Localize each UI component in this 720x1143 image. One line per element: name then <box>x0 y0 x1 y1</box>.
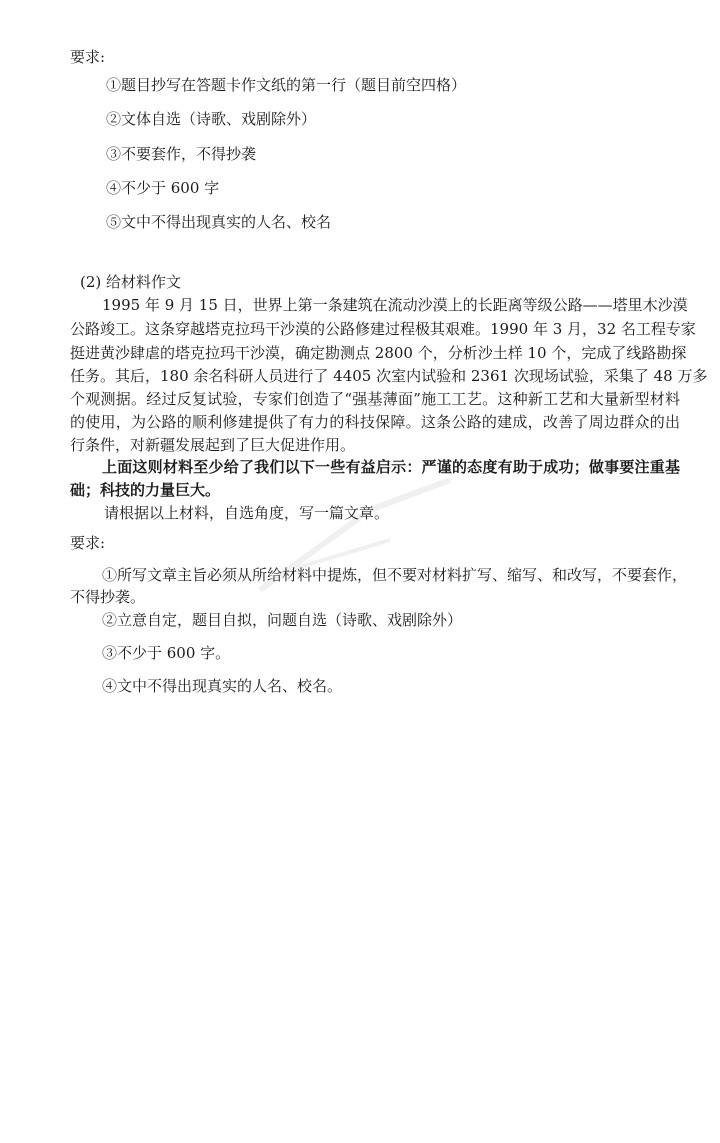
section1-item-1: ①题目抄写在答题卡作文纸的第一行（题目前空四格） <box>106 76 467 94</box>
writing-instruction: 请根据以上材料，自选角度，写一篇文章。 <box>104 504 390 522</box>
hint-line-1: 上面这则材料至少给了我们以下一些有益启示：严谨的态度有助于成功；做事要注重基 <box>102 458 680 476</box>
hint-line-2: 础；科技的力量巨大。 <box>70 481 221 499</box>
section2-title: (2) 给材料作文 <box>80 273 182 291</box>
section2-req-item-2: ②立意自定，题目自拟，问题自选（诗歌、戏剧除外） <box>102 611 463 629</box>
section1-item-2: ②文体自选（诗歌、戏剧除外） <box>106 110 317 128</box>
material-line-4: 任务。其后，180 余名科研人员进行了 4405 次室内试验和 2361 次现场试验，采集了 48 万多 <box>70 367 708 385</box>
material-line-1: 1995 年 9 月 15 日，世界上第一条建筑在流动沙漠上的长距离等级公路——塔里木沙漠 <box>102 296 688 314</box>
material-line-6: 的使用，为公路的顺利修建提供了有力的科技保障。这条公路的建成，改善了周边群众的出 <box>70 413 680 431</box>
material-line-5: 个观测据。经过反复试验，专家们创造了“强基薄面”施工工艺。这种新工艺和大量新型材料 <box>70 390 680 408</box>
section1-heading: 要求: <box>70 48 106 66</box>
section2-req-item-3: ③不少于 600 字。 <box>102 644 231 662</box>
material-line-7: 行条件，对新疆发展起到了巨大促进作用。 <box>70 436 356 454</box>
section2-req-item-4: ④文中不得出现真实的人名、校名。 <box>102 677 343 695</box>
section1-item-5: ⑤文中不得出现真实的人名、校名 <box>106 213 332 231</box>
material-line-3: 挺进黄沙肆虐的塔克拉玛干沙漠，确定勘测点 2800 个，分析沙土样 10 个，完成了线路勘探 <box>70 344 687 362</box>
section2-req-item-1-line-1: ①所写文章主旨必须从所给材料中提炼，但不要对材料扩写、缩写、和改写，不要套作， <box>102 566 688 584</box>
section2-req-heading: 要求: <box>70 534 106 552</box>
section2-req-item-1-line-2: 不得抄袭。 <box>70 588 146 606</box>
material-line-2: 公路竣工。这条穿越塔克拉玛干沙漠的公路修建过程极其艰难。1990 年 3 月，32 名工程专家 <box>70 320 696 338</box>
section1-item-4: ④不少于 600 字 <box>106 179 220 197</box>
section1-item-3: ③不要套作，不得抄袭 <box>106 145 257 163</box>
